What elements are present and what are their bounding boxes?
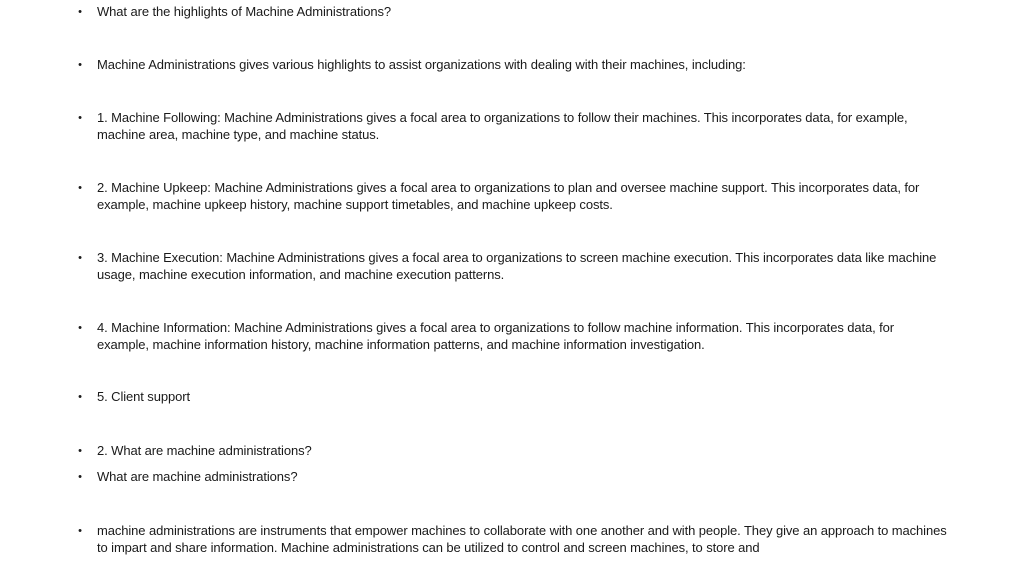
- bullet-icon: •: [78, 391, 82, 403]
- bullet-icon: •: [78, 445, 82, 457]
- list-item-text: 2. Machine Upkeep: Machine Administrations gives a focal area to organizations to plan and oversee machine support. This incorporates data, for example, machine upkeep history, machine support timetables, and machine upkeep costs.: [97, 180, 920, 212]
- list-item-text: 4. Machine Information: Machine Administrations gives a focal area to organizations to follow machine information. This incorporates data, for example, machine information history, machine information patterns, and machine information investigation.: [97, 320, 895, 352]
- list-item-text: What are machine administrations?: [97, 469, 298, 484]
- list-item-text: machine administrations are instruments that empower machines to collaborate with one another and with people. They give an approach to machines to impart and share information. Machine administrations can be utilized to control and screen machines, to store and: [97, 523, 947, 555]
- bullet-icon: •: [78, 252, 82, 264]
- list-item-text: What are the highlights of Machine Administrations?: [97, 4, 392, 19]
- bullet-icon: •: [78, 59, 82, 71]
- list-item-text: 2. What are machine administrations?: [97, 443, 312, 458]
- bullet-icon: •: [78, 525, 82, 537]
- bullet-icon: •: [78, 471, 82, 483]
- bullet-icon: •: [78, 112, 82, 124]
- bullet-icon: •: [78, 322, 82, 334]
- list-item-text: 3. Machine Execution: Machine Administrations gives a focal area to organizations to screen machine execution. This incorporates data like machine usage, machine execution information, and machine execution patterns.: [97, 250, 937, 282]
- list-item-text: Machine Administrations gives various highlights to assist organizations with dealing with their machines, including:: [97, 57, 746, 72]
- bullet-icon: •: [78, 6, 82, 18]
- bullet-icon: •: [78, 182, 82, 194]
- list-item-text: 5. Client support: [97, 389, 190, 404]
- list-item-text: 1. Machine Following: Machine Administrations gives a focal area to organizations to follow their machines. This incorporates data, for example, machine area, machine type, and machine status.: [97, 110, 908, 142]
